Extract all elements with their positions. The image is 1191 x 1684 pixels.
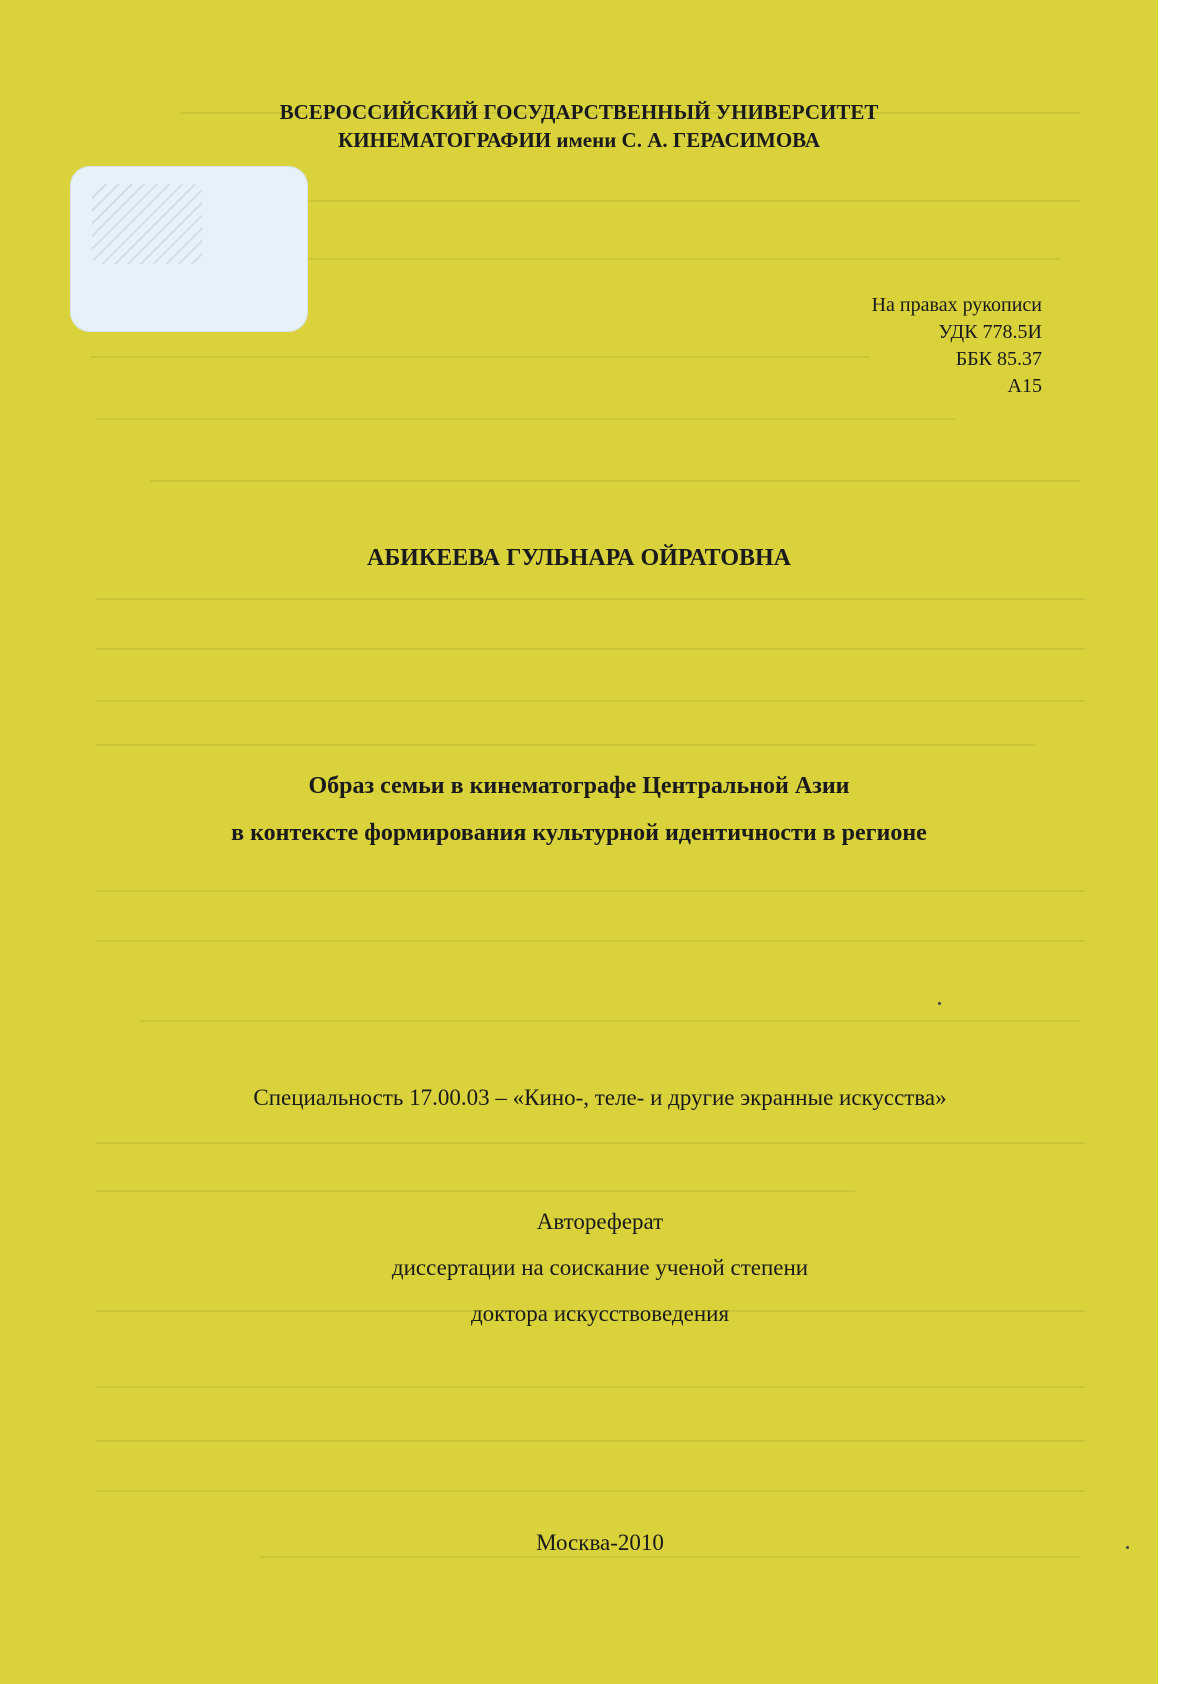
show-through-line [95, 648, 1085, 650]
show-through-line [200, 200, 1080, 202]
show-through-line [90, 356, 870, 358]
page-margin [1158, 0, 1191, 1684]
show-through-line [95, 744, 1035, 746]
author-sign-code: А15 [1007, 375, 1042, 397]
show-through-line [140, 1020, 1080, 1022]
university-name-line-1: ВСЕРОССИЙСКИЙ ГОСУДАРСТВЕННЫЙ УНИВЕРСИТЕТ [279, 100, 879, 124]
show-through-line [150, 480, 1080, 482]
show-through-line [95, 1490, 1085, 1492]
show-through-line [95, 940, 1085, 942]
dissertation-title-line-2: в контексте формирования культурной идентичности в регионе [231, 820, 927, 846]
manuscript-rights: На правах рукописи [871, 294, 1042, 316]
show-through-line [95, 1142, 1085, 1144]
dissertation-title-line-1: Образ семьи в кинематографе Центральной Азии [308, 773, 850, 799]
abstract-label: Автореферат [536, 1209, 664, 1234]
library-sticker [70, 166, 308, 332]
scan-speck [1126, 1546, 1129, 1549]
show-through-line [95, 890, 1085, 892]
specialty: Специальность 17.00.03 – «Кино-, теле- и другие экранные искусства» [253, 1085, 947, 1110]
show-through-line [95, 598, 1085, 600]
show-through-line [240, 258, 1060, 260]
city-year: Москва-2010 [536, 1530, 664, 1555]
abstract-discipline-line: доктора искусствоведения [470, 1301, 730, 1326]
university-name-line-2: КИНЕМАТОГРАФИИ имени С. А. ГЕРАСИМОВА [337, 128, 821, 152]
bbk-code: ББК 85.37 [955, 348, 1042, 370]
show-through-line [95, 1386, 1085, 1388]
show-through-line [95, 1190, 855, 1192]
author-name: АБИКЕЕВА ГУЛЬНАРА ОЙРАТОВНА [366, 545, 792, 571]
scan-speck [938, 1002, 941, 1005]
show-through-line [95, 700, 1085, 702]
show-through-line [95, 418, 955, 420]
show-through-line [95, 1440, 1085, 1442]
udk-code: УДК 778.5И [938, 321, 1042, 343]
sticker-watermark [92, 184, 202, 264]
abstract-degree-line: диссертации на соискание ученой степени [391, 1255, 809, 1280]
